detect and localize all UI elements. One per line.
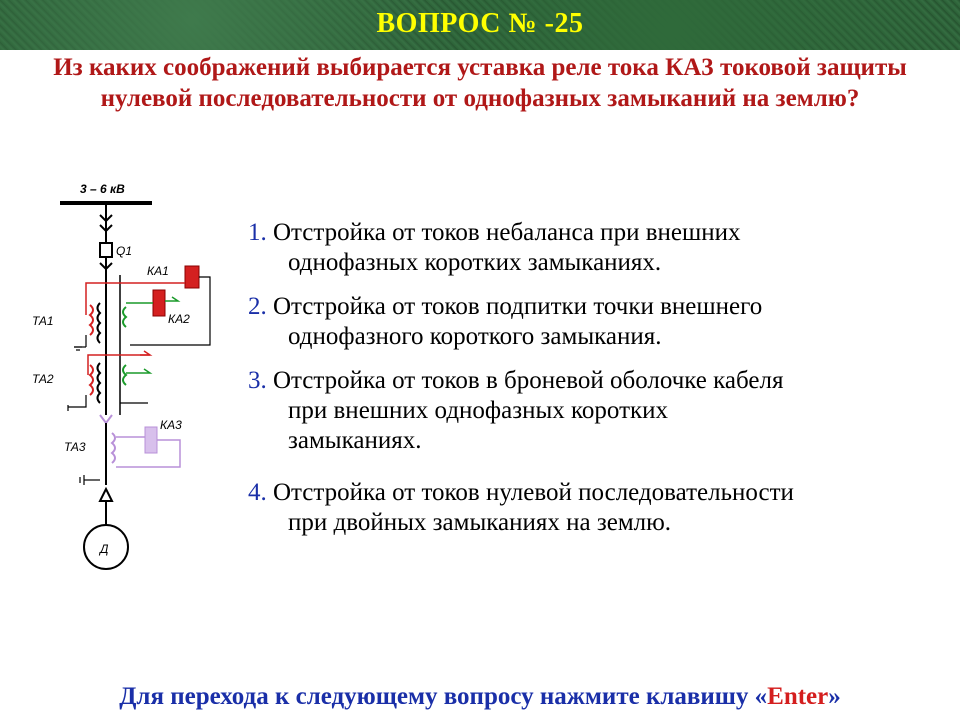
ta3-coil [112,433,115,463]
ta2-label: ТА2 [32,372,54,386]
ta2-coil-black [98,363,101,403]
answer-4-line2: при двойных замыканиях на землю. [288,509,672,536]
navigation-hint-suffix: » [828,683,841,710]
red-arrow-2 [140,351,150,355]
voltage-label: 3 – 6 кВ [80,182,125,196]
answer-2-line2: однофазного короткого замыкания. [288,323,662,350]
answer-1-line1: Отстройка от токов небаланса при внешних [273,219,741,246]
ta2-coil-green [123,365,126,385]
violet-cable-top [100,415,112,423]
ka2-label: КА2 [168,312,190,326]
ka3-label: КА3 [160,418,182,432]
answer-2-number: 2. [248,293,267,320]
cable-termination-symbol [100,489,112,501]
ta3-label: ТА3 [64,440,86,454]
navigation-hint [0,683,960,711]
q1-breaker [100,243,112,257]
green-arrow-1 [165,297,178,301]
green-arrow-2 [126,369,150,373]
answer-option-2[interactable] [248,292,948,352]
motor-label: Д [100,542,109,556]
ta1-label: ТА1 [32,314,54,328]
answer-option-3[interactable] [248,366,948,456]
ta2-ground-wire [68,395,86,407]
question-number-title: ВОПРОС № -25 [376,8,584,39]
ta1-coil-green [123,307,126,327]
answer-3-number: 3. [248,367,267,394]
answer-2-line1: Отстройка от токов подпитки точки внешнего [273,293,763,320]
ta2-coil-red [90,365,93,395]
header-bar [0,0,960,50]
ka1-label: КА1 [147,264,169,278]
answer-1-line2: однофазных коротких замыканиях. [288,249,662,276]
ka1-relay [185,266,199,288]
answer-3-line2: при внешних однофазных коротких [288,397,669,424]
answer-option-1[interactable] [248,218,948,278]
navigation-hint-prefix: Для перехода к следующему вопросу нажмите клавишу « [119,683,768,710]
ta1-coil-red [90,305,93,335]
ta1-red-circuit [86,283,185,315]
answer-4-line1: Отстройка от токов нулевой последовательности [273,479,794,506]
answer-3-line1: Отстройка от токов в броневой оболочке кабеля [273,367,784,394]
answer-4-number: 4. [248,479,267,506]
answer-list [248,218,948,552]
ka3-relay [145,427,157,453]
ka2-relay [153,290,165,316]
q1-label: Q1 [116,244,133,258]
answer-3-line3: замыканиях. [288,427,422,454]
ta1-coil-black [98,303,101,343]
answer-option-4[interactable] [248,478,948,538]
question-text: Из каких соображений выбирается уставка реле тока КА3 токовой защиты нулевой последовательности от однофазных замыканий на землю? [53,54,907,112]
answer-1-number: 1. [248,219,267,246]
enter-key-label[interactable]: Enter [767,683,829,710]
protection-circuit-diagram [20,175,220,575]
